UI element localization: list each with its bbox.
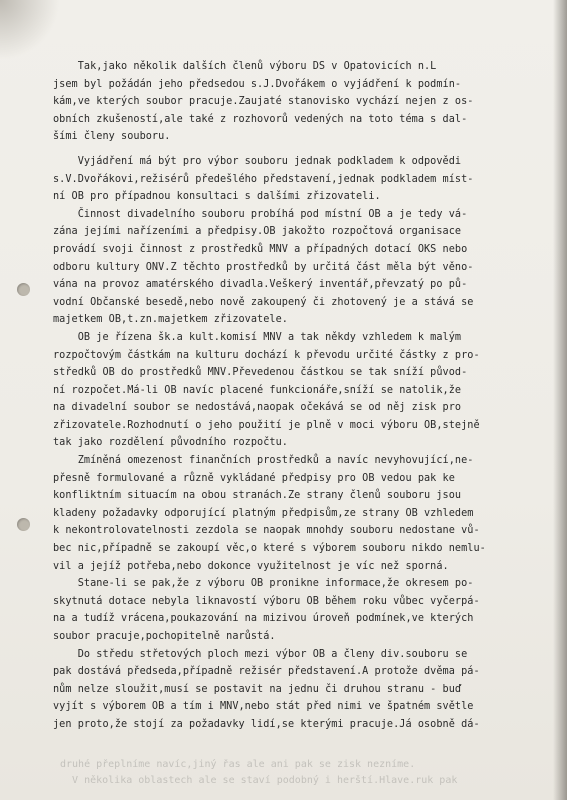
- text-line: provádí svoji činnost z prostředků MNV a případných dotací OKS nebo: [53, 243, 468, 255]
- text-line: na divadelní soubor se nedostává,naopak očekává se od něj zisk pro: [53, 402, 462, 414]
- page-corner-shadow: [0, 0, 60, 60]
- text-line: odboru kultury ONV.Z těchto prostředků by určitá část měla být věno-: [53, 261, 474, 273]
- text-line: šími členy souboru.: [53, 131, 171, 143]
- text-line: nům nelze sloužit,musí se postavit na jednu či druhou stranu - buď: [53, 683, 462, 695]
- text-line: na a tudíž vrácena,poukazování na mizivou úroveň podmínek,ve kterých: [53, 613, 474, 625]
- text-line: obních zkušeností,ale také z rozhovorů vedených na toto téma s dal-: [53, 113, 468, 125]
- text-line: zřizovatele.Rozhodnutí o jeho použití je plně v moci výboru OB,stejně: [53, 419, 480, 431]
- text-line: jsem byl požádán jeho předsedou s.J.Dvořákem o vyjádření k podmín-: [53, 78, 462, 90]
- text-line: tak jako rozdělení původního rozpočtu.: [53, 437, 288, 449]
- bleed-through-text: [60, 757, 540, 789]
- text-line: středků OB do prostředků MNV.Převedenou částkou se tak sníží původ-: [53, 367, 468, 379]
- text-line: ní rozpočet.Má-li OB navíc placené funkcionáře,sníží se natolik,že: [53, 384, 462, 396]
- text-line: [53, 146, 537, 153]
- text-line: kladeny požadavky odporující platným předpisům,ze strany OB vzhledem: [53, 507, 474, 519]
- text-line: vyjít s výborem OB a tím i MNV,nebo stát před nimi ve špatném světle: [53, 701, 474, 713]
- text-line: vodní Občanské besedě,nebo nově zakoupený či zhotovený je a stává se: [53, 296, 474, 308]
- punch-hole: [17, 518, 30, 531]
- text-line: kám,ve kterých soubor pracuje.Zaujaté stanovisko vychází nejen z os-: [53, 96, 474, 108]
- punch-hole: [17, 283, 30, 296]
- text-line: rozpočtovým částkám na kulturu dochází k převodu určité částky z pro-: [53, 349, 480, 361]
- text-line: Stane-li se pak,že z výboru OB pronikne informace,že okresem po-: [53, 578, 474, 590]
- text-line: Činnost divadelního souboru probíhá pod místní OB a je tedy vá-: [53, 208, 468, 220]
- text-line: Do středu střetových ploch mezi výbor OB a členy div.souboru se: [53, 648, 468, 660]
- text-line: Vyjádření má být pro výbor souboru jednak podkladem k odpovědi: [53, 155, 462, 167]
- text-line: vána na provoz amatérského divadla.Veškerý inventář,převzatý po pů-: [53, 279, 468, 291]
- text-line: bec nic,případně se zakoupí věc,o které s výborem souboru nikdo nemlu-: [53, 543, 486, 555]
- text-line: jen proto,že stojí za požadavky lidí,se kterými pracuje.Já osobně dá-: [53, 718, 480, 730]
- typewritten-text: [53, 58, 537, 734]
- text-line: k nekontrolovatelnosti zezdola se naopak mnohdy souboru nedostane vů-: [53, 525, 480, 537]
- text-line: majetkem OB,t.zn.majetkem zřizovatele.: [53, 314, 288, 326]
- text-line: přesně formulované a různě vykládané předpisy pro OB vedou pak ke: [53, 472, 455, 484]
- text-line: skytnutá dotace nebyla liknavostí výboru OB během roku vůbec vyčerpá-: [53, 595, 480, 607]
- faded-line: druhé přeplníme navíc,jiný řas ale ani pak se zisk nezníme.: [60, 759, 416, 770]
- text-line: ní OB pro případnou konsultaci s dalšími zřizovateli.: [53, 191, 381, 203]
- text-line: konfliktním situacím na obou stranách.Ze strany členů souboru jsou: [53, 490, 462, 502]
- text-line: soubor pracuje,pochopitelně narůstá.: [53, 631, 276, 642]
- text-line: pak dostává předseda,případně režisér představení.A protože dvěma pá-: [53, 666, 480, 678]
- text-line: Tak,jako několik dalších členů výboru DS v Opatovicích n.L: [53, 61, 437, 72]
- text-line: s.V.Dvořákovi,režisérů předešlého představení,jednak podkladem míst-: [53, 173, 474, 185]
- page-edge-shadow: [553, 0, 567, 800]
- text-line: vil a jejíž potřeba,nebo dokonce využitelnost je víc než sporná.: [53, 560, 449, 572]
- text-line: OB je řízena šk.a kult.komisí MNV a tak někdy vzhledem k malým: [53, 331, 462, 343]
- text-line: Zmíněná omezenost finančních prostředků a navíc nevyhovující,ne-: [53, 455, 474, 467]
- text-line: zána jejími nařízeními a předpisy.OB jakožto rozpočtová organisace: [53, 226, 462, 238]
- faded-line: V několika oblastech ale se staví podobný i herští.Hlave.ruk pak: [60, 775, 458, 786]
